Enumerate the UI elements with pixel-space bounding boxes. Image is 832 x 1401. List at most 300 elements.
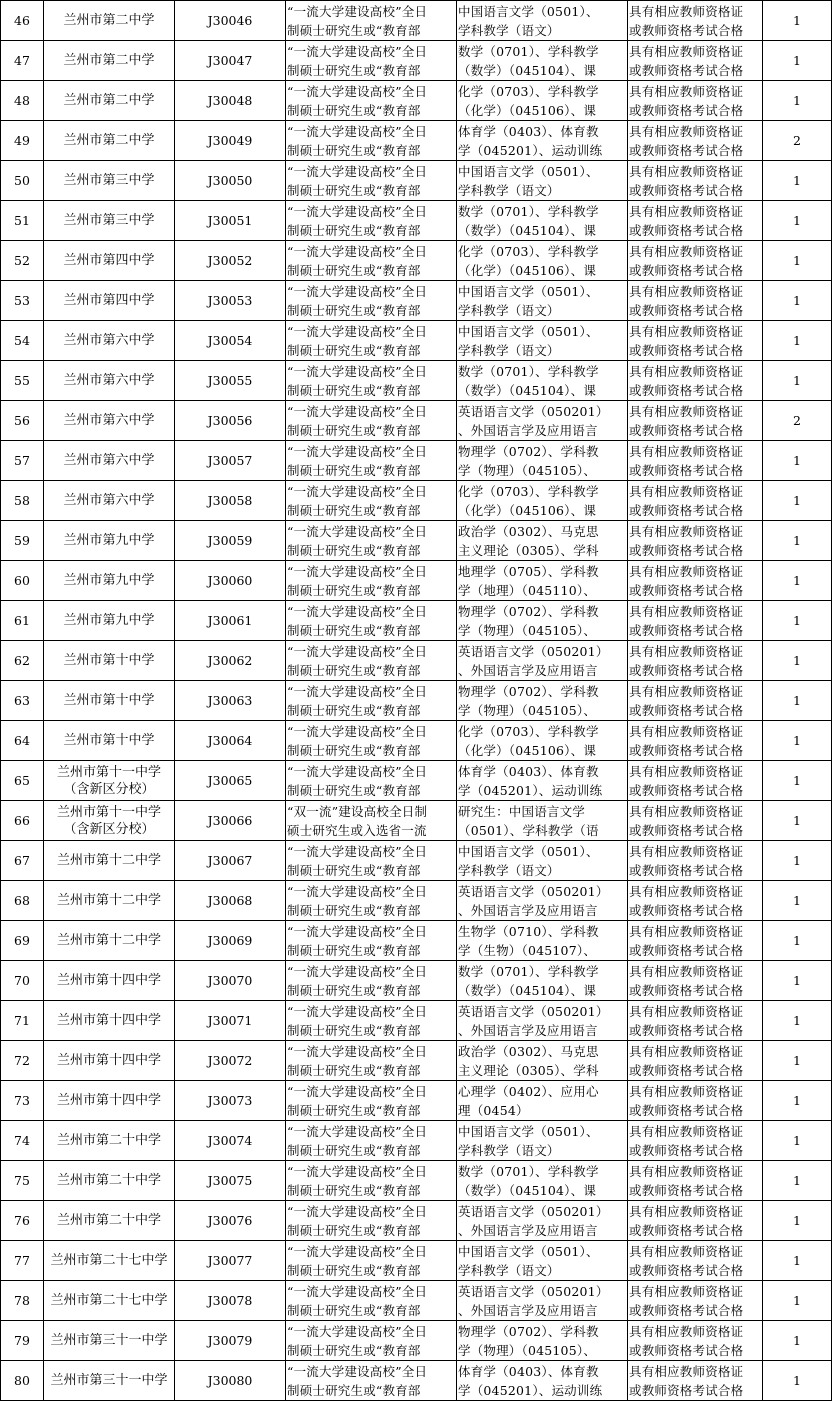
qualification-cell-line: 或教师资格考试合格 — [629, 742, 744, 758]
table-row — [1, 401, 832, 441]
education-requirement-cell-line: 制硕士研究生或“教育部 — [287, 1142, 421, 1158]
position-code-cell: J30056 — [175, 401, 286, 441]
qualification-cell — [628, 481, 763, 521]
hiring-count-cell: 1 — [763, 761, 832, 801]
major-requirement-cell-line: 学（物理）（045105）、 — [458, 622, 597, 638]
qualification-cell-line: 或教师资格考试合格 — [629, 1382, 744, 1398]
qualification-cell-line: 具有相应教师资格证 — [629, 43, 744, 59]
education-requirement-cell — [286, 641, 457, 681]
hiring-count-cell: 1 — [763, 1161, 832, 1201]
school-name-cell-line: 兰州市第六中学 — [63, 493, 155, 508]
qualification-cell-line: 具有相应教师资格证 — [629, 123, 744, 139]
qualification-cell — [628, 121, 763, 161]
qualification-cell — [628, 441, 763, 481]
qualification-cell — [628, 1, 763, 41]
school-name-cell — [44, 801, 175, 841]
major-requirement-cell-line: 学（物理）（045105）、 — [458, 1342, 597, 1358]
education-requirement-cell-line: “一流大学建设高校”全日 — [287, 483, 428, 499]
school-name-cell — [44, 921, 175, 961]
major-requirement-cell — [457, 281, 628, 321]
education-requirement-cell-line: 制硕士研究生或“教育部 — [287, 1022, 421, 1038]
qualification-cell — [628, 1081, 763, 1121]
position-code-cell: J30075 — [175, 1161, 286, 1201]
education-requirement-cell-line: 制硕士研究生或“教育部 — [287, 262, 421, 278]
position-code-cell: J30054 — [175, 321, 286, 361]
major-requirement-cell-line: 主义理论（0305）、学科 — [458, 542, 599, 558]
education-requirement-cell — [286, 1281, 457, 1321]
hiring-count-cell: 1 — [763, 1281, 832, 1321]
hiring-count-cell: 1 — [763, 1001, 832, 1041]
education-requirement-cell — [286, 881, 457, 921]
major-requirement-cell-line: 主义理论（0305）、学科 — [458, 1062, 599, 1078]
major-requirement-cell-line: （数学）（045104）、课 — [458, 1182, 597, 1198]
education-requirement-cell-line: 制硕士研究生或“教育部 — [287, 102, 421, 118]
row-number-cell: 57 — [1, 441, 44, 481]
education-requirement-cell-line: “一流大学建设高校”全日 — [287, 243, 428, 259]
major-requirement-cell — [457, 1321, 628, 1361]
major-requirement-cell — [457, 41, 628, 81]
major-requirement-cell-line: 数学（0701）、学科教学 — [458, 203, 599, 219]
education-requirement-cell — [286, 281, 457, 321]
row-number-cell: 64 — [1, 721, 44, 761]
school-name-cell-line: 兰州市第二十中学 — [56, 1133, 161, 1148]
school-name-cell — [44, 961, 175, 1001]
row-number-cell: 71 — [1, 1001, 44, 1041]
position-code-cell: J30069 — [175, 921, 286, 961]
row-number-cell: 52 — [1, 241, 44, 281]
qualification-cell — [628, 1321, 763, 1361]
position-code-cell: J30074 — [175, 1121, 286, 1161]
table-row — [1, 1201, 832, 1241]
school-name-cell — [44, 881, 175, 921]
position-code-cell: J30064 — [175, 721, 286, 761]
major-requirement-cell-line: 、外国语言学及应用语言 — [458, 1222, 598, 1238]
major-requirement-cell-line: 研究生：中国语言文学 — [458, 803, 586, 819]
row-number-cell: 50 — [1, 161, 44, 201]
school-name-cell-line: 兰州市第十中学 — [63, 693, 155, 708]
major-requirement-cell — [457, 1001, 628, 1041]
row-number-cell: 72 — [1, 1041, 44, 1081]
major-requirement-cell-line: （化学）（045106）、课 — [458, 262, 597, 278]
row-number-cell: 49 — [1, 121, 44, 161]
major-requirement-cell — [457, 601, 628, 641]
qualification-cell — [628, 601, 763, 641]
row-number-cell: 48 — [1, 81, 44, 121]
position-code-cell: J30063 — [175, 681, 286, 721]
major-requirement-cell-line: （数学）（045104）、课 — [458, 222, 597, 238]
school-name-cell-line: 兰州市第九中学 — [63, 533, 155, 548]
education-requirement-cell-line: “一流大学建设高校”全日 — [287, 563, 428, 579]
major-requirement-cell — [457, 1241, 628, 1281]
school-name-cell — [44, 841, 175, 881]
major-requirement-cell — [457, 1361, 628, 1401]
school-name-cell — [44, 721, 175, 761]
table-row — [1, 561, 832, 601]
major-requirement-cell-line: 英语语言文学（050201） — [458, 1283, 609, 1299]
school-name-cell-line: 兰州市第三中学 — [63, 173, 155, 188]
major-requirement-cell — [457, 561, 628, 601]
hiring-count-cell: 1 — [763, 721, 832, 761]
major-requirement-cell — [457, 481, 628, 521]
major-requirement-cell — [457, 1041, 628, 1081]
hiring-count-cell: 1 — [763, 161, 832, 201]
qualification-cell-line: 或教师资格考试合格 — [629, 902, 744, 918]
qualification-cell-line: 具有相应教师资格证 — [629, 963, 744, 979]
position-code-cell: J30059 — [175, 521, 286, 561]
education-requirement-cell-line: “一流大学建设高校”全日 — [287, 643, 428, 659]
education-requirement-cell-line: “一流大学建设高校”全日 — [287, 3, 428, 19]
qualification-cell — [628, 681, 763, 721]
major-requirement-cell-line: 中国语言文学（0501）、 — [458, 163, 599, 179]
qualification-cell-line: 具有相应教师资格证 — [629, 1283, 744, 1299]
qualification-cell — [628, 801, 763, 841]
major-requirement-cell-line: 、外国语言学及应用语言 — [458, 902, 598, 918]
education-requirement-cell-line: 制硕士研究生或“教育部 — [287, 542, 421, 558]
hiring-count-cell: 1 — [763, 321, 832, 361]
major-requirement-cell-line: 学（物理）（045105）、 — [458, 702, 597, 718]
qualification-cell-line: 或教师资格考试合格 — [629, 1142, 744, 1158]
school-name-cell-line: 兰州市第十二中学 — [56, 893, 161, 908]
qualification-cell — [628, 641, 763, 681]
qualification-cell-line: 具有相应教师资格证 — [629, 483, 744, 499]
major-requirement-cell — [457, 401, 628, 441]
major-requirement-cell — [457, 1201, 628, 1241]
education-requirement-cell-line: “一流大学建设高校”全日 — [287, 1123, 428, 1139]
school-name-cell — [44, 401, 175, 441]
qualification-cell-line: 或教师资格考试合格 — [629, 782, 744, 798]
major-requirement-cell-line: 化学（0703）、学科教学 — [458, 723, 599, 739]
major-requirement-cell-line: 英语语言文学（050201） — [458, 883, 609, 899]
education-requirement-cell-line: 制硕士研究生或“教育部 — [287, 462, 421, 478]
qualification-cell-line: 或教师资格考试合格 — [629, 22, 744, 38]
education-requirement-cell-line: “一流大学建设高校”全日 — [287, 1323, 428, 1339]
major-requirement-cell-line: 英语语言文学（050201） — [458, 1203, 609, 1219]
qualification-cell — [628, 281, 763, 321]
hiring-count-cell: 1 — [763, 921, 832, 961]
major-requirement-cell — [457, 641, 628, 681]
school-name-cell — [44, 41, 175, 81]
major-requirement-cell-line: 学科教学（语文） — [458, 342, 560, 358]
education-requirement-cell-line: “一流大学建设高校”全日 — [287, 363, 428, 379]
position-code-cell: J30066 — [175, 801, 286, 841]
row-number-cell: 75 — [1, 1161, 44, 1201]
qualification-cell — [628, 161, 763, 201]
qualification-cell — [628, 41, 763, 81]
position-code-cell: J30058 — [175, 481, 286, 521]
qualification-cell-line: 或教师资格考试合格 — [629, 1342, 744, 1358]
table-row — [1, 1161, 832, 1201]
education-requirement-cell — [286, 1121, 457, 1161]
major-requirement-cell — [457, 801, 628, 841]
position-code-cell: J30068 — [175, 881, 286, 921]
table-row — [1, 881, 832, 921]
education-requirement-cell — [286, 121, 457, 161]
education-requirement-cell — [286, 161, 457, 201]
table-row — [1, 961, 832, 1001]
school-name-cell — [44, 481, 175, 521]
hiring-count-cell: 1 — [763, 1081, 832, 1121]
qualification-cell-line: 或教师资格考试合格 — [629, 1022, 744, 1038]
major-requirement-cell-line: 物理学（0702）、学科教 — [458, 443, 599, 459]
hiring-count-cell: 1 — [763, 681, 832, 721]
row-number-cell: 77 — [1, 1241, 44, 1281]
education-requirement-cell — [286, 1161, 457, 1201]
major-requirement-cell — [457, 761, 628, 801]
education-requirement-cell-line: 制硕士研究生或“教育部 — [287, 1382, 421, 1398]
education-requirement-cell-line: 制硕士研究生或“教育部 — [287, 742, 421, 758]
hiring-count-cell: 1 — [763, 561, 832, 601]
position-code-cell: J30046 — [175, 1, 286, 41]
major-requirement-cell-line: 数学（0701）、学科教学 — [458, 963, 599, 979]
major-requirement-cell-line: 数学（0701）、学科教学 — [458, 43, 599, 59]
school-name-cell — [44, 1, 175, 41]
position-code-cell: J30071 — [175, 1001, 286, 1041]
school-name-cell-line: 兰州市第三十一中学 — [50, 1373, 168, 1388]
education-requirement-cell-line: “一流大学建设高校”全日 — [287, 1163, 428, 1179]
education-requirement-cell-line: “一流大学建设高校”全日 — [287, 203, 428, 219]
school-name-cell — [44, 361, 175, 401]
education-requirement-cell-line: “一流大学建设高校”全日 — [287, 163, 428, 179]
position-code-cell: J30079 — [175, 1321, 286, 1361]
education-requirement-cell-line: “一流大学建设高校”全日 — [287, 523, 428, 539]
education-requirement-cell-line: “一流大学建设高校”全日 — [287, 963, 428, 979]
qualification-cell — [628, 561, 763, 601]
education-requirement-cell — [286, 841, 457, 881]
position-code-cell: J30076 — [175, 1201, 286, 1241]
qualification-cell-line: 或教师资格考试合格 — [629, 1182, 744, 1198]
qualification-cell — [628, 1281, 763, 1321]
education-requirement-cell — [286, 1081, 457, 1121]
major-requirement-cell-line: 学科教学（语文） — [458, 182, 560, 198]
school-name-cell-line: 兰州市第六中学 — [63, 373, 155, 388]
hiring-count-cell: 1 — [763, 521, 832, 561]
qualification-cell-line: 具有相应教师资格证 — [629, 563, 744, 579]
hiring-count-cell: 1 — [763, 481, 832, 521]
major-requirement-cell — [457, 1281, 628, 1321]
school-name-cell-line: 兰州市第九中学 — [63, 573, 155, 588]
major-requirement-cell-line: 物理学（0702）、学科教 — [458, 1323, 599, 1339]
qualification-cell-line: 具有相应教师资格证 — [629, 203, 744, 219]
table-row — [1, 761, 832, 801]
row-number-cell: 79 — [1, 1321, 44, 1361]
position-code-cell: J30050 — [175, 161, 286, 201]
education-requirement-cell-line: “一流大学建设高校”全日 — [287, 1003, 428, 1019]
major-requirement-cell — [457, 841, 628, 881]
major-requirement-cell-line: （数学）（045104）、课 — [458, 382, 597, 398]
table-row — [1, 1281, 832, 1321]
qualification-cell-line: 具有相应教师资格证 — [629, 843, 744, 859]
education-requirement-cell — [286, 561, 457, 601]
table-row — [1, 921, 832, 961]
school-name-cell — [44, 161, 175, 201]
hiring-count-cell: 1 — [763, 361, 832, 401]
qualification-cell — [628, 321, 763, 361]
qualification-cell-line: 或教师资格考试合格 — [629, 822, 744, 838]
school-name-cell-line: 兰州市第十一中学 — [56, 764, 161, 780]
major-requirement-cell-line: 中国语言文学（0501）、 — [458, 283, 599, 299]
major-requirement-cell — [457, 881, 628, 921]
education-requirement-cell-line: 制硕士研究生或“教育部 — [287, 422, 421, 438]
school-name-cell — [44, 201, 175, 241]
qualification-cell-line: 具有相应教师资格证 — [629, 1083, 744, 1099]
qualification-cell-line: 具有相应教师资格证 — [629, 443, 744, 459]
education-requirement-cell — [286, 1, 457, 41]
major-requirement-cell-line: （0501）、学科教学（语 — [458, 822, 599, 838]
major-requirement-cell-line: （化学）（045106）、课 — [458, 502, 597, 518]
position-code-cell: J30060 — [175, 561, 286, 601]
education-requirement-cell — [286, 1041, 457, 1081]
school-name-cell-line: 兰州市第二中学 — [63, 93, 155, 108]
education-requirement-cell-line: 制硕士研究生或“教育部 — [287, 662, 421, 678]
qualification-cell-line: 具有相应教师资格证 — [629, 323, 744, 339]
position-code-cell: J30077 — [175, 1241, 286, 1281]
major-requirement-cell-line: 中国语言文学（0501）、 — [458, 3, 599, 19]
qualification-cell — [628, 761, 763, 801]
qualification-cell-line: 或教师资格考试合格 — [629, 982, 744, 998]
qualification-cell — [628, 1241, 763, 1281]
school-name-cell-line: （含新区分校） — [63, 781, 155, 797]
school-name-cell — [44, 521, 175, 561]
major-requirement-cell — [457, 201, 628, 241]
education-requirement-cell-line: “一流大学建设高校”全日 — [287, 1083, 428, 1099]
hiring-count-cell: 1 — [763, 601, 832, 641]
qualification-cell-line: 具有相应教师资格证 — [629, 1043, 744, 1059]
major-requirement-cell-line: 中国语言文学（0501）、 — [458, 323, 599, 339]
row-number-cell: 66 — [1, 801, 44, 841]
education-requirement-cell-line: 制硕士研究生或“教育部 — [287, 502, 421, 518]
qualification-cell-line: 或教师资格考试合格 — [629, 342, 744, 358]
position-code-cell: J30051 — [175, 201, 286, 241]
qualification-cell-line: 或教师资格考试合格 — [629, 102, 744, 118]
table-row — [1, 361, 832, 401]
qualification-cell-line: 具有相应教师资格证 — [629, 763, 744, 779]
table-row — [1, 121, 832, 161]
position-code-cell: J30062 — [175, 641, 286, 681]
table-row — [1, 681, 832, 721]
row-number-cell: 59 — [1, 521, 44, 561]
qualification-cell-line: 具有相应教师资格证 — [629, 243, 744, 259]
major-requirement-cell-line: 中国语言文学（0501）、 — [458, 1123, 599, 1139]
table-row — [1, 1041, 832, 1081]
education-requirement-cell-line: “一流大学建设高校”全日 — [287, 683, 428, 699]
education-requirement-cell — [286, 41, 457, 81]
school-name-cell — [44, 241, 175, 281]
education-requirement-cell — [286, 761, 457, 801]
major-requirement-cell — [457, 121, 628, 161]
table-row — [1, 81, 832, 121]
row-number-cell: 70 — [1, 961, 44, 1001]
education-requirement-cell — [286, 681, 457, 721]
row-number-cell: 51 — [1, 201, 44, 241]
qualification-cell-line: 或教师资格考试合格 — [629, 1302, 744, 1318]
hiring-count-cell: 1 — [763, 841, 832, 881]
major-requirement-cell-line: 学（045201）、运动训练 — [458, 1382, 603, 1398]
position-code-cell: J30072 — [175, 1041, 286, 1081]
education-requirement-cell-line: “一流大学建设高校”全日 — [287, 323, 428, 339]
education-requirement-cell-line: “一流大学建设高校”全日 — [287, 883, 428, 899]
qualification-cell — [628, 881, 763, 921]
qualification-cell-line: 具有相应教师资格证 — [629, 1363, 744, 1379]
major-requirement-cell-line: 英语语言文学（050201） — [458, 643, 609, 659]
hiring-count-cell: 1 — [763, 801, 832, 841]
hiring-count-cell: 1 — [763, 881, 832, 921]
major-requirement-cell-line: 、外国语言学及应用语言 — [458, 1022, 598, 1038]
major-requirement-cell-line: 体育学（0403）、体育教 — [458, 1363, 599, 1379]
qualification-cell — [628, 1001, 763, 1041]
hiring-count-cell: 1 — [763, 81, 832, 121]
qualification-cell-line: 具有相应教师资格证 — [629, 923, 744, 939]
row-number-cell: 62 — [1, 641, 44, 681]
school-name-cell — [44, 1081, 175, 1121]
qualification-cell — [628, 1121, 763, 1161]
qualification-cell-line: 具有相应教师资格证 — [629, 1323, 744, 1339]
major-requirement-cell-line: 化学（0703）、学科教学 — [458, 483, 599, 499]
education-requirement-cell-line: 制硕士研究生或“教育部 — [287, 902, 421, 918]
qualification-cell-line: 或教师资格考试合格 — [629, 382, 744, 398]
position-code-cell: J30070 — [175, 961, 286, 1001]
education-requirement-cell — [286, 201, 457, 241]
education-requirement-cell-line: 制硕士研究生或“教育部 — [287, 782, 421, 798]
table-row — [1, 41, 832, 81]
school-name-cell — [44, 1001, 175, 1041]
education-requirement-cell-line: “一流大学建设高校”全日 — [287, 763, 428, 779]
qualification-cell — [628, 81, 763, 121]
school-name-cell-line: 兰州市第六中学 — [63, 413, 155, 428]
qualification-cell-line: 或教师资格考试合格 — [629, 1222, 744, 1238]
qualification-cell-line: 具有相应教师资格证 — [629, 283, 744, 299]
qualification-cell — [628, 1161, 763, 1201]
school-name-cell — [44, 601, 175, 641]
education-requirement-cell-line: 制硕士研究生或“教育部 — [287, 622, 421, 638]
qualification-cell-line: 或教师资格考试合格 — [629, 302, 744, 318]
position-code-cell: J30052 — [175, 241, 286, 281]
education-requirement-cell-line: 制硕士研究生或“教育部 — [287, 1302, 421, 1318]
education-requirement-cell-line: “一流大学建设高校”全日 — [287, 1243, 428, 1259]
major-requirement-cell-line: 、外国语言学及应用语言 — [458, 662, 598, 678]
school-name-cell — [44, 681, 175, 721]
education-requirement-cell — [286, 401, 457, 441]
education-requirement-cell-line: “一流大学建设高校”全日 — [287, 1283, 428, 1299]
school-name-cell — [44, 641, 175, 681]
school-name-cell — [44, 281, 175, 321]
education-requirement-cell-line: “一流大学建设高校”全日 — [287, 723, 428, 739]
education-requirement-cell-line: “一流大学建设高校”全日 — [287, 1363, 428, 1379]
qualification-cell — [628, 361, 763, 401]
education-requirement-cell-line: “一流大学建设高校”全日 — [287, 43, 428, 59]
table-row — [1, 721, 832, 761]
school-name-cell — [44, 1281, 175, 1321]
major-requirement-cell-line: 化学（0703）、学科教学 — [458, 243, 599, 259]
education-requirement-cell — [286, 1241, 457, 1281]
education-requirement-cell-line: 制硕士研究生或“教育部 — [287, 222, 421, 238]
education-requirement-cell-line: 制硕士研究生或“教育部 — [287, 142, 421, 158]
major-requirement-cell — [457, 1081, 628, 1121]
qualification-cell-line: 或教师资格考试合格 — [629, 1262, 744, 1278]
major-requirement-cell-line: 学科教学（语文） — [458, 1262, 560, 1278]
table-row — [1, 1321, 832, 1361]
school-name-cell — [44, 81, 175, 121]
school-name-cell — [44, 561, 175, 601]
qualification-cell — [628, 1361, 763, 1401]
major-requirement-cell-line: 政治学（0302）、马克思 — [458, 523, 599, 539]
qualification-cell — [628, 1041, 763, 1081]
education-requirement-cell-line: “一流大学建设高校”全日 — [287, 283, 428, 299]
education-requirement-cell-line: “一流大学建设高校”全日 — [287, 123, 428, 139]
qualification-cell-line: 具有相应教师资格证 — [629, 883, 744, 899]
row-number-cell: 65 — [1, 761, 44, 801]
hiring-count-cell: 2 — [763, 401, 832, 441]
qualification-cell-line: 具有相应教师资格证 — [629, 1123, 744, 1139]
